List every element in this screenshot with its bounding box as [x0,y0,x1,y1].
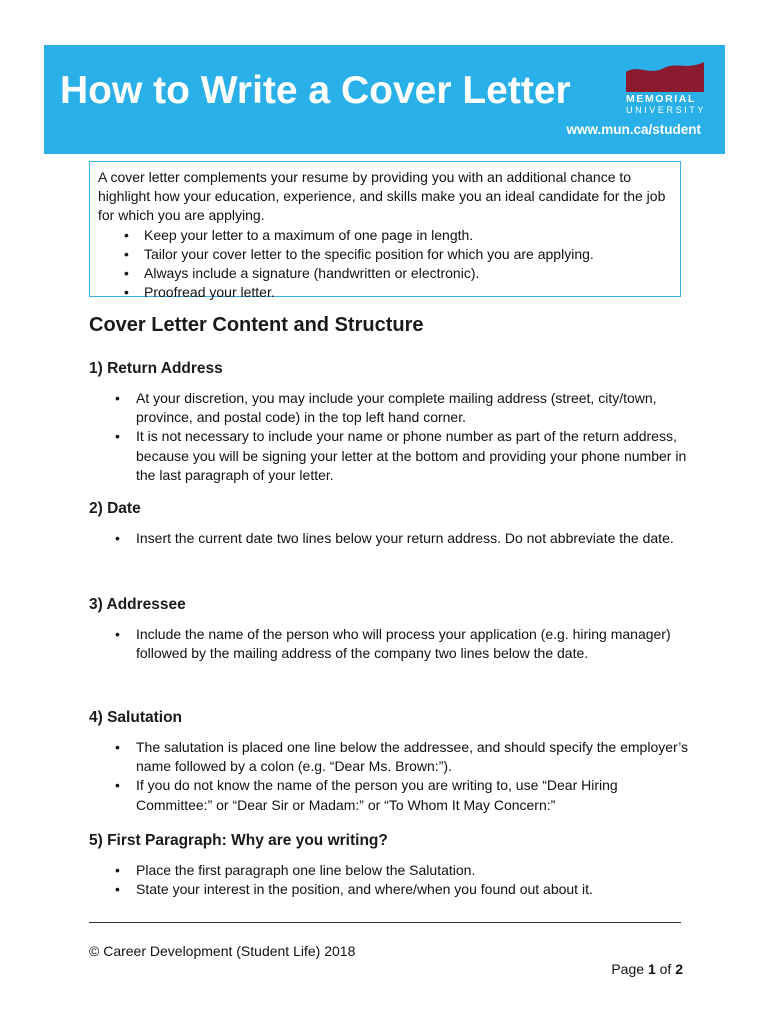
section-addressee [89,595,689,663]
page-number [611,961,683,977]
subsection-list [89,529,689,548]
bullet-icon: • [124,226,129,243]
bullet-icon: • [115,428,120,445]
list-item-text: At your discretion, you may include your complete mailing address (street, city/town, province, and postal code) in the top left hand corner. [136,390,657,426]
bullet-icon: • [115,390,120,406]
bullet-icon: • [115,881,120,898]
memorial-university-logo [624,60,706,118]
subsection-title: 4) Salutation [89,709,183,726]
header-banner [44,45,725,154]
page-current: 1 [647,961,656,977]
list-item-text: Proofread your letter. [144,284,275,301]
section-first-paragraph [89,831,689,899]
subsection-list [89,738,689,815]
list-item [89,389,689,427]
list-item [89,738,689,776]
page-mid: of [655,961,676,977]
bullet-icon: • [115,739,120,755]
bullet-icon: • [115,530,120,546]
bullet-icon: • [124,284,129,301]
bullet-icon: • [124,265,129,282]
page-prefix: Page [611,961,648,977]
list-item [89,529,689,548]
list-item [89,625,689,663]
list-item-text: Insert the current date two lines below your return address. Do not abbreviate the date. [136,530,674,546]
list-item-text: State your interest in the position, and where/when you found out about it. [136,881,593,898]
section-date [89,499,689,548]
subsection-title: 2) Date [89,500,141,517]
list-item-text: Always include a signature (handwritten or electronic). [144,265,480,282]
list-item-text: Keep your letter to a maximum of one page in length. [144,226,474,243]
list-item-text: If you do not know the name of the person you are writing to, use “Dear Hiring Committee:” or “Dear Sir or Madam:” or “To Whom It May Concern:” [136,777,618,813]
logo-line-1: MEMORIAL [626,93,696,105]
page-title: How to Write a Cover Letter [60,69,571,112]
website-link[interactable]: www.mun.ca/student [566,122,701,137]
footer-divider [89,922,681,923]
subsection-title: 3) Addressee [89,596,186,613]
list-item [89,427,689,485]
list-item-text: It is not necessary to include your name or phone number as part of the return address, because you will be signing your letter at the bottom and providing your phone number in the last paragraph of your letter. [136,428,687,483]
list-item [89,880,689,899]
page-total: 2 [675,961,683,977]
list-item-text: Place the first paragraph one line below the Salutation. [136,862,476,878]
list-item [98,283,672,302]
list-item-text: Include the name of the person who will process your application (e.g. hiring manager) followed by the mailing address of the company two lines below the date. [136,626,671,662]
flag-icon [624,60,706,92]
list-item-text: The salutation is placed one line below the addressee, and should specify the employer’s name followed by a colon (e.g. “Dear Ms. Brown:”). [136,739,689,775]
section-heading: Cover Letter Content and Structure [89,314,424,336]
logo-line-2: UNIVERSITY [626,105,707,115]
list-item [98,226,672,245]
bullet-icon: • [115,777,120,794]
list-item-text: Tailor your cover letter to the specific position for which you are applying. [144,245,594,262]
list-item [98,245,672,264]
list-item [89,776,689,814]
subsection-title: 1) Return Address [89,360,223,377]
intro-box [89,161,681,301]
bullet-icon: • [115,626,120,642]
section-return-address [89,359,689,485]
bullet-icon: • [115,862,120,878]
intro-list [98,226,672,303]
subsection-list [89,389,689,485]
copyright-notice: © Career Development (Student Life) 2018 [89,943,356,959]
list-item [89,861,689,880]
subsection-list [89,625,689,663]
list-item [98,264,672,283]
subsection-title: 5) First Paragraph: Why are you writing? [89,832,388,849]
intro-paragraph: A cover letter complements your resume by providing you with an additional chance to highlight how your education, experience, and skills make you an ideal candidate for the job for which you are applying. [98,169,666,224]
subsection-list [89,861,689,899]
section-salutation [89,708,689,815]
bullet-icon: • [124,245,129,262]
